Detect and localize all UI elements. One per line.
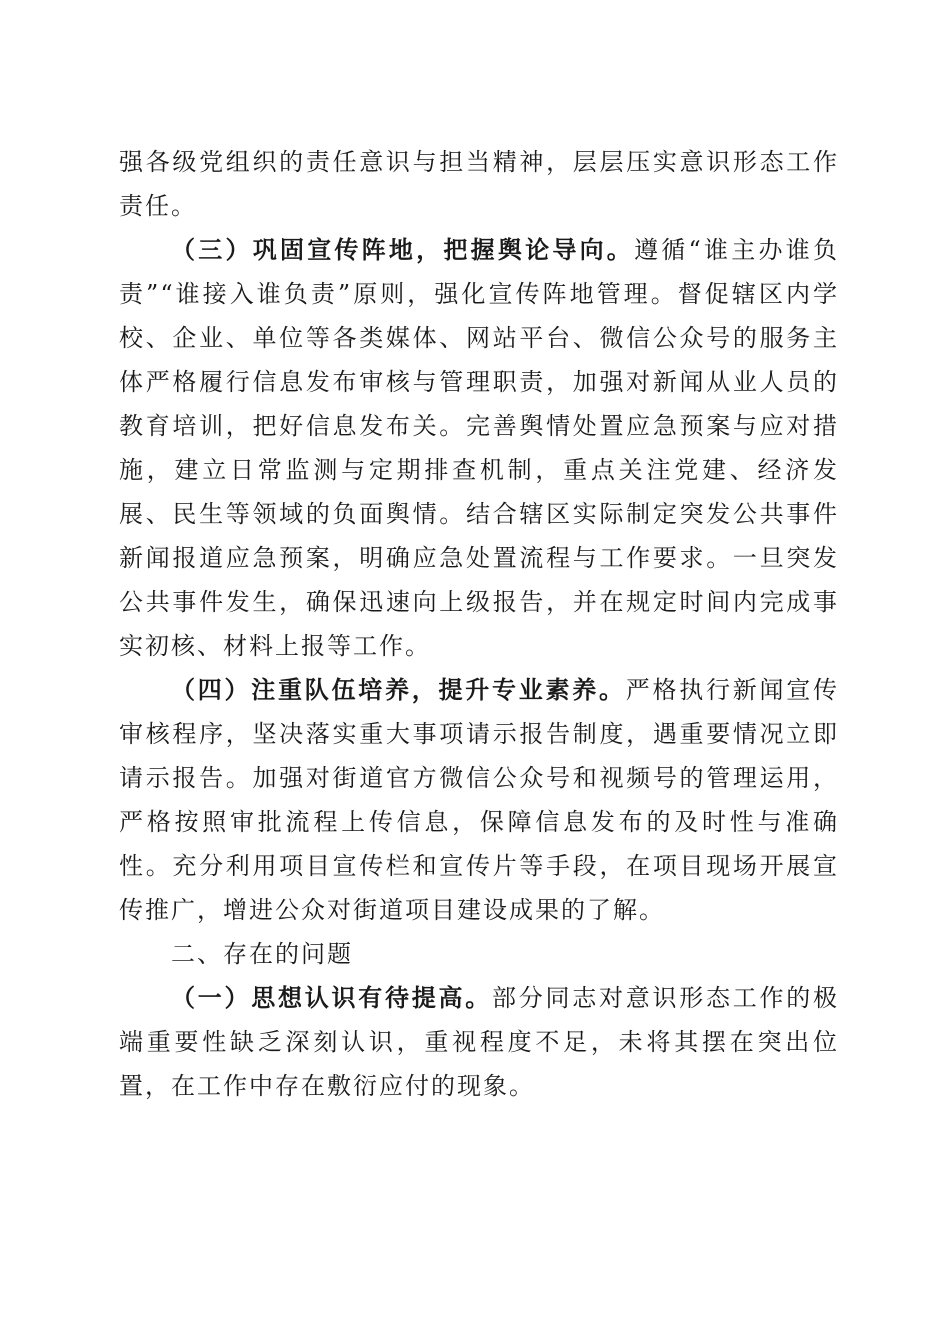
paragraph-awareness bbox=[119, 976, 839, 1108]
paragraph-heading: （四）注重队伍培养，提升专业素养。 bbox=[171, 676, 626, 704]
section-title: 二、存在的问题 bbox=[171, 940, 353, 968]
paragraph-text: 强各级党组织的责任意识与担当精神，层层压实意识形态工作责任。 bbox=[119, 148, 839, 220]
paragraph-text: 部分同志对意识形态工作的极端重要性缺乏深刻认识，重视程度不足，未将其摆在突出位置，在工作中存在敷衍应付的现象。 bbox=[119, 984, 839, 1100]
paragraph-propaganda bbox=[119, 228, 839, 668]
paragraph-heading: （一）思想认识有待提高。 bbox=[171, 984, 492, 1012]
paragraph-team-training bbox=[119, 668, 839, 932]
paragraph-heading: （三）巩固宣传阵地，把握舆论导向。 bbox=[171, 236, 635, 264]
paragraph-text: 严格执行新闻宣传审核程序，坚决落实重大事项请示报告制度，遇重要情况立即请示报告。加强对街道官方微信公众号和视频号的管理运用，严格按照审批流程上传信息，保障信息发布的及时性与准确性。充分利用项目宣传栏和宣传片等手段，在项目现场开展宣传推广，增进公众对街道项目建设成果的了解。 bbox=[119, 676, 839, 924]
paragraph-text: 遵循“谁主办谁负责”“谁接入谁负责”原则，强化宣传阵地管理。督促辖区内学校、企业、单位等各类媒体、网站平台、微信公众号的服务主体严格履行信息发布审核与管理职责，加强对新闻从业人员的教育培训，把好信息发布关。完善舆情处置应急预案与应对措施，建立日常监测与定期排查机制，重点关注党建、经济发展、民生等领域的负面舆情。结合辖区实际制定突发公共事件新闻报道应急预案，明确应急处置流程与工作要求。一旦突发公共事件发生，确保迅速向上级报告，并在规定时间内完成事实初核、材料上报等工作。 bbox=[119, 236, 839, 660]
document-body bbox=[119, 140, 839, 1108]
paragraph-continued bbox=[119, 140, 839, 228]
